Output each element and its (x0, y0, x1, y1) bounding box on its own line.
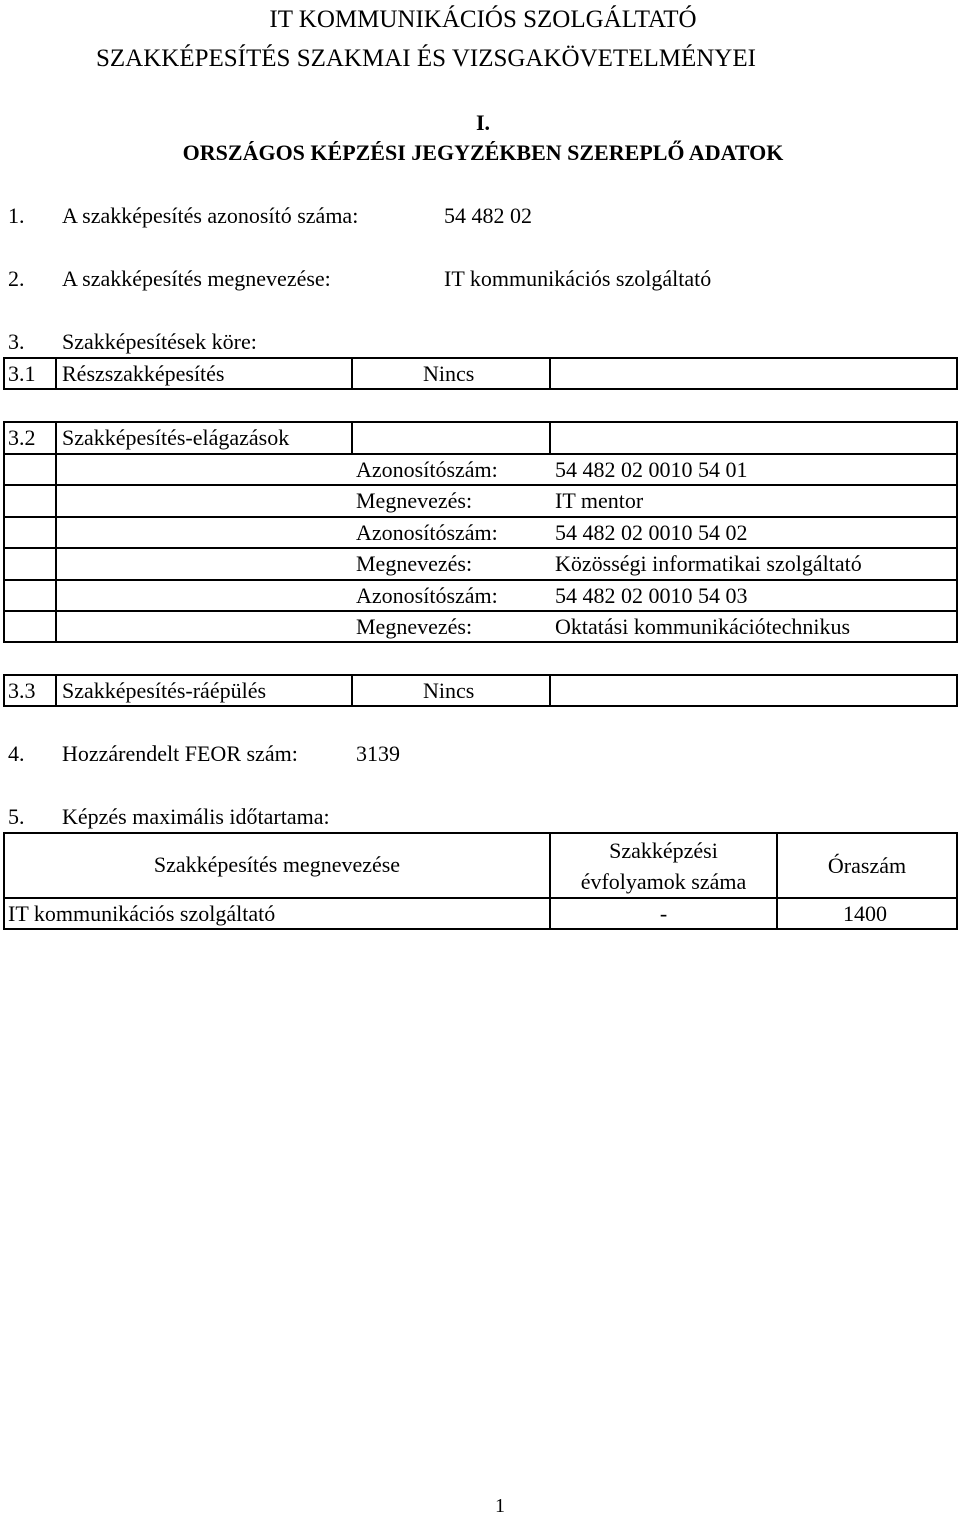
duration-header-years-line1: Szakképzési (609, 838, 718, 863)
duration-header-years-line2: évfolyamok száma (580, 869, 747, 894)
item32-number: 3.2 (8, 425, 36, 450)
document-title-line1: IT KOMMUNIKÁCIÓS SZOLGÁLTATÓ (269, 6, 697, 33)
item4-number: 4. (8, 741, 25, 766)
branch-row-value: IT mentor (555, 488, 644, 513)
item33-number: 3.3 (8, 678, 36, 703)
part-heading: ORSZÁGOS KÉPZÉSI JEGYZÉKBEN SZEREPLŐ ADATOK (182, 140, 784, 165)
duration-row-years: - (659, 901, 668, 926)
item31-label: Részszakképesítés (62, 361, 225, 386)
item31-value: Nincs (423, 361, 475, 386)
item33-value: Nincs (423, 678, 475, 703)
item32-label: Szakképesítés-elágazások (62, 425, 290, 450)
page-number: 1 (495, 1495, 505, 1517)
item1-number: 1. (8, 203, 25, 228)
branch-row-value: 54 482 02 0010 54 02 (555, 520, 748, 545)
branch-row-key: Megnevezés: (356, 551, 473, 576)
item5-number: 5. (8, 804, 25, 829)
item3-label: Szakképesítések köre: (62, 329, 257, 354)
item4-value: 3139 (356, 741, 400, 766)
part-number: I. (475, 110, 491, 135)
item3-number: 3. (8, 329, 25, 354)
item2-label: A szakképesítés megnevezése: (62, 266, 331, 291)
branch-row-key: Azonosítószám: (356, 520, 498, 545)
item5-label: Képzés maximális időtartama: (62, 804, 330, 829)
branch-row-key: Megnevezés: (356, 614, 473, 639)
item1-label: A szakképesítés azonosító száma: (62, 203, 359, 228)
item2-value: IT kommunikációs szolgáltató (444, 266, 712, 291)
duration-row-hours: 1400 (843, 901, 887, 926)
branch-row-value: Oktatási kommunikációtechnikus (555, 614, 851, 639)
branch-row-value: Közösségi informatikai szolgáltató (555, 551, 862, 576)
item31-number: 3.1 (8, 361, 36, 386)
branch-row-key: Azonosítószám: (356, 457, 498, 482)
document-title-line2: SZAKKÉPESÍTÉS SZAKMAI ÉS VIZSGAKÖVETELMÉNYEI (96, 45, 756, 72)
duration-header-hours: Óraszám (827, 853, 907, 878)
branch-row-value: 54 482 02 0010 54 03 (555, 583, 748, 608)
item33-label: Szakképesítés-ráépülés (62, 678, 267, 703)
duration-header-name: Szakképesítés megnevezése (153, 852, 401, 877)
branch-row-value: 54 482 02 0010 54 01 (555, 457, 748, 482)
branch-row-key: Megnevezés: (356, 488, 473, 513)
branch-row-key: Azonosítószám: (356, 583, 498, 608)
item4-label: Hozzárendelt FEOR szám: (62, 741, 298, 766)
duration-row-name: IT kommunikációs szolgáltató (8, 901, 276, 926)
item2-number: 2. (8, 266, 25, 291)
item1-value: 54 482 02 (444, 203, 532, 228)
